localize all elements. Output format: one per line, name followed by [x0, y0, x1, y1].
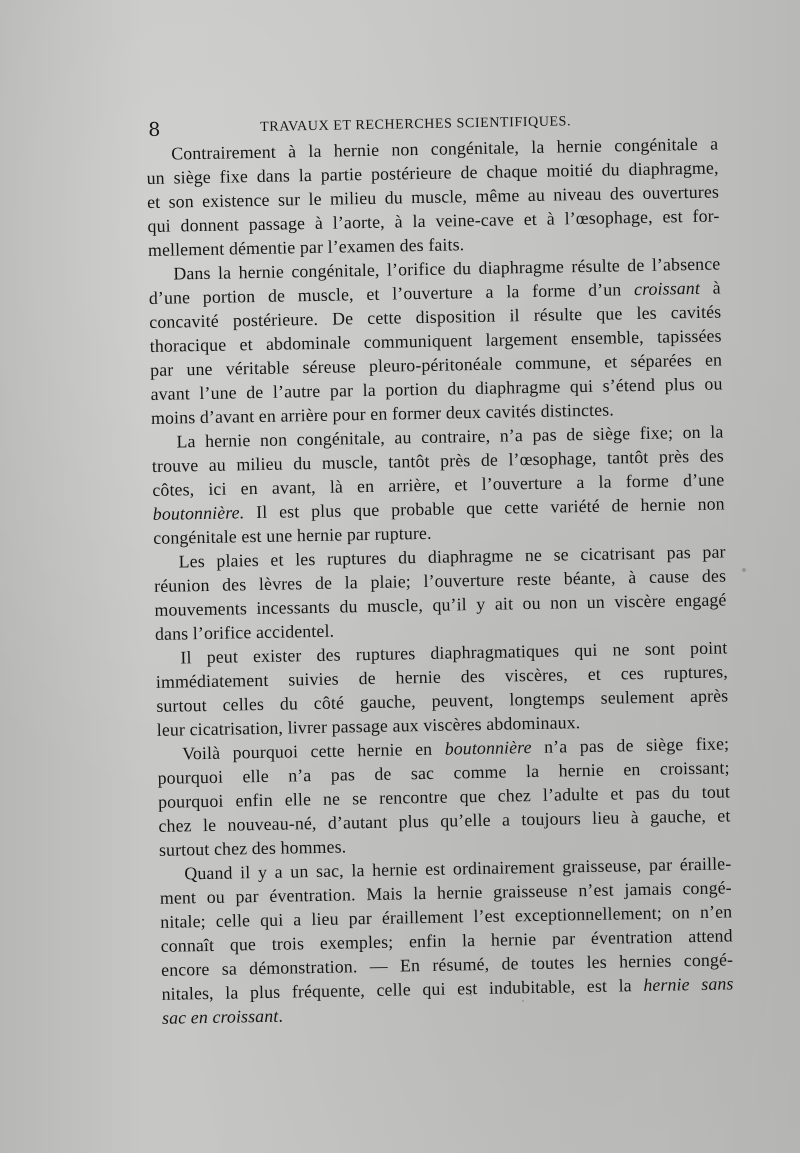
text-line: Il peut exister des ruptures diaphragmatiques qui ne sont point — [180, 637, 728, 668]
line-segment: . — [278, 1005, 284, 1026]
paper-speck — [742, 568, 746, 572]
text-line: dans l’orifice accidentel. — [154, 620, 335, 644]
document-body — [146, 132, 734, 1030]
text-line: surtout celles du côté gauche, peuvent, longtemps seulement après — [156, 685, 729, 716]
text-line: congénitale est une hernie par rupture. — [153, 522, 432, 548]
text-line: un siège fixe dans la partie postérieure de chaque moitié du diaphragme, — [146, 157, 719, 188]
paragraph-7 — [159, 851, 734, 1029]
line-segment: nitales, la plus fréquente, celle qui est indubitable, est la — [161, 975, 632, 1004]
paragraph-4 — [153, 539, 727, 645]
text-line: concavité postérieure. De cette disposition il résulte que les cavités — [149, 301, 722, 332]
text-line: et son existence sur le milieu du muscle, même au niveau des ouvertures — [146, 181, 720, 212]
text-line: mouvements incessants du muscle, qu’il y ait ou non un viscère engagé — [154, 589, 727, 620]
italic-phrase: sac en croissant — [161, 1005, 279, 1028]
text-line: chez le nouveau-né, d’autant plus qu’elle a toujours lieu à gauche, et — [158, 805, 731, 836]
paragraph-1 — [146, 132, 720, 262]
text-line: par une véritable séreuse pleuro-péritonéale commune, et séparées en — [149, 349, 723, 380]
paper-speck — [470, 994, 472, 996]
text-line: Les plaies et les ruptures du diaphragme ne se cicatrisant pas par — [178, 541, 726, 572]
running-head: TRAVAUX ET RECHERCHES SCIENTIFIQUES. — [260, 114, 572, 135]
text-line: connaît que trois exemples; enfin la hernie par éventration attend — [160, 925, 733, 956]
paragraph-3 — [151, 419, 725, 549]
line-segment: à — [712, 277, 721, 298]
text-line: nitale; celle qui a lieu par éraillement l’est exceptionnellement; on n’en — [160, 901, 733, 932]
text-line: leur cicatrisation, livrer passage aux viscères abdominaux. — [156, 712, 581, 740]
line-segment: d’une portion de muscle, et l’ouverture a la forme d’un — [148, 279, 622, 308]
paragraph-6 — [157, 731, 731, 861]
page-number: 8 — [148, 118, 161, 141]
paragraph-5 — [155, 635, 729, 741]
italic-word: boutonnière — [444, 737, 532, 759]
paragraph-2 — [148, 251, 723, 429]
text-line: pourquoi enfin elle ne se rencontre que chez l’adulte et pas du tout — [157, 781, 731, 812]
text-line: qui donnent passage à l’aorte, à la veine-cave et à l’œsophage, est for- — [147, 205, 720, 236]
text-line: Dans la hernie congénitale, l’orifice du diaphragme résulte de l’absence — [173, 253, 721, 284]
line-segment: n’a pas de siège fixe; — [543, 733, 730, 757]
text-line: Contrairement à la hernie non congénitale, la hernie congénitale a — [171, 133, 719, 164]
text-line: immédiatement suivies de hernie des viscères, et ces ruptures, — [155, 661, 728, 692]
line-segment: Il est plus que probable que cette variété de hernie non — [255, 493, 725, 523]
text-line: encore sa démonstration. — En résumé, de toutes les hernies congé- — [160, 949, 734, 980]
text-line: thoracique et abdominale communiquent largement ensemble, tapissées — [149, 325, 722, 356]
text-line: réunion des lèvres de la plaie; l’ouverture reste béante, à cause des — [153, 565, 727, 596]
italic-word: croissant — [633, 277, 701, 300]
line-segment: Voilà pourquoi cette hernie en — [182, 738, 433, 764]
text-line: surtout chez des hommes. — [158, 836, 347, 860]
text-line: moins d’avant en arrière pour en former deux cavités distinctes. — [150, 399, 615, 428]
paper-speck — [522, 1000, 524, 1002]
italic-phrase: hernie sans — [643, 973, 734, 996]
text-line: avant l’une de l’autre par la portion du diaphragme qui s’étend plus ou — [150, 373, 723, 404]
text-line: côtes, ici en avant, là en arrière, et l’ouverture a la forme d’une — [152, 469, 725, 500]
text-line: La hernie non congénitale, au contraire, n’a pas de siège fixe; on la — [176, 421, 724, 452]
italic-word: boutonnière. — [152, 502, 245, 524]
text-line: mellement démentie par l’examen des faits. — [147, 234, 465, 260]
text-line: trouve au milieu du muscle, tantôt près de l’œsophage, tantôt près des — [151, 445, 725, 476]
text-line: ment ou par éventration. Mais la hernie graisseuse n’est jamais congé- — [159, 877, 732, 908]
text-line: Quand il y a un sac, la hernie est ordinairement graisseuse, par éraille- — [184, 853, 732, 884]
text-line: pourquoi elle n’a pas de sac comme la hernie en croissant; — [157, 757, 730, 788]
